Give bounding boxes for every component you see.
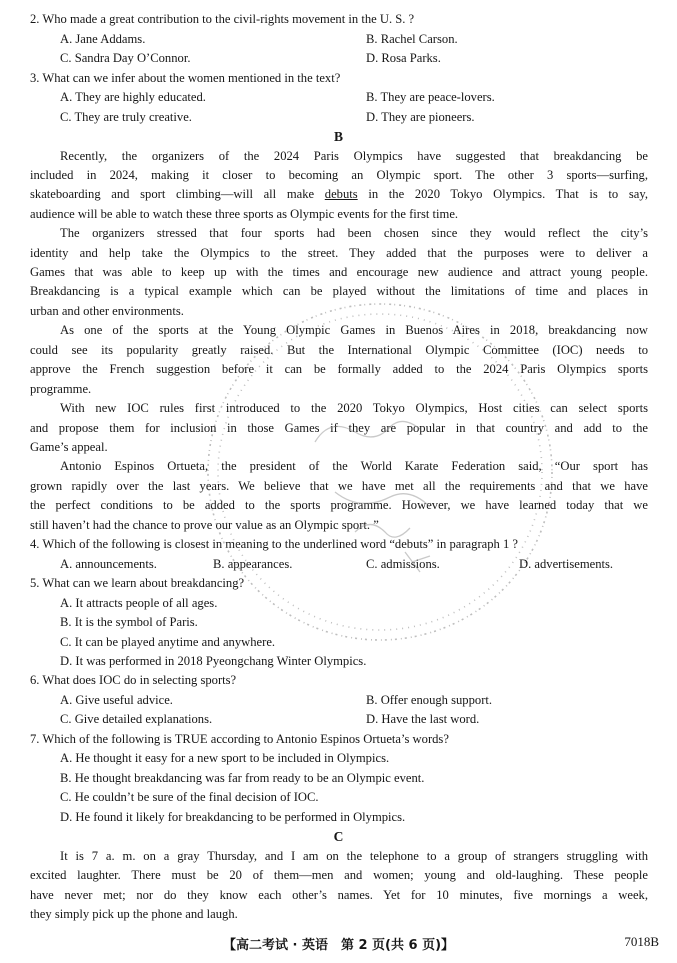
q6-option-c: C. Give detailed explanations.: [60, 712, 213, 726]
q5-option-c: C. It can be played anytime and anywhere.: [60, 635, 276, 649]
underlined-word-debuts: debuts: [324, 187, 358, 201]
passage-c-line1: It is 7 a. m. on a gray Thursday, and I am on the telephone to a group of strangers struggling with: [60, 849, 648, 863]
q2-option-c: C. Sandra Day O’Connor.: [60, 51, 191, 65]
passage-b-p1-line1: Recently, the organizers of the 2024 Paris Olympics have suggested that breakdancing be: [60, 149, 648, 163]
passage-c-line2: excited laughter. There must be 20 of them—men and women; young and old-laughing. These people: [30, 868, 648, 882]
passage-b-p2-line5: urban and other environments.: [30, 304, 184, 318]
q6-option-d: D. Have the last word.: [366, 712, 480, 726]
q7-option-b: B. He thought breakdancing was far from ready to be an Olympic event.: [60, 771, 425, 785]
q5-option-d: D. It was performed in 2018 Pyeongchang Winter Olympics.: [60, 654, 367, 668]
page-footer: 【高二考试 · 英语 第 2 页(共 6 页)】: [222, 938, 455, 953]
question-7-stem: 7. Which of the following is TRUE according to Antonio Espinos Ortueta’s words?: [30, 732, 449, 746]
passage-c-line3: have never met; nor do they know each other’s names. Yet for 10 minutes, five mornings a week,: [30, 888, 648, 902]
question-4-stem: 4. Which of the following is closest in meaning to the underlined word “debuts” in paragraph 1 ?: [30, 537, 519, 551]
q7-option-d: D. He found it likely for breakdancing to be performed in Olympics.: [60, 810, 406, 824]
q3-option-b: B. They are peace-lovers.: [366, 90, 495, 104]
passage-b-p3-line2: could see its popularity greatly raised. But the International Olympic Committee (IOC) needs to: [30, 343, 648, 357]
passage-b-p2-line4: Breakdancing is a typical example which can be played without the limitations of time and places in: [30, 284, 648, 298]
passage-b-p3-line1: As one of the sports at the Young Olympic Games in Buenos Aires in 2018, breakdancing now: [60, 323, 648, 337]
passage-b-p2-line1: The organizers stressed that four sports had been chosen since they would reflect the city’s: [60, 226, 648, 240]
section-c-heading: C: [333, 829, 344, 844]
passage-c-line4: they simply pick up the phone and laugh.: [30, 907, 238, 921]
section-b-heading: B: [333, 129, 343, 144]
q7-option-c: C. He couldn’t be sure of the final decision of IOC.: [60, 790, 319, 804]
passage-b-p4-line3: Game’s appeal.: [30, 440, 108, 454]
passage-b-p5-line4: still haven’t had the chance to prove our value as an Olympic sport. ”: [30, 518, 379, 532]
passage-b-p4-line1: With new IOC rules first introduced to the 2020 Tokyo Olympics, Host cities can select sports: [60, 401, 648, 415]
q2-option-a: A. Jane Addams.: [60, 32, 146, 46]
passage-b-p3-line3: approve the French suggestion before it can be formally added to the 2024 Paris Olympics sports: [30, 362, 648, 376]
q3-option-d: D. They are pioneers.: [366, 110, 475, 124]
question-3-stem: 3. What can we infer about the women mentioned in the text?: [30, 71, 341, 85]
q4-option-b: B. appearances.: [213, 557, 293, 571]
q6-option-b: B. Offer enough support.: [366, 693, 493, 707]
passage-b-p4-line2: and propose them for inclusion in those Games if they are popular in that country and add to the: [30, 421, 648, 435]
passage-b-p5-line3: the perfect conditions to be added to the sports programme. However, we have learned today that we: [30, 498, 648, 512]
q6-option-a: A. Give useful advice.: [60, 693, 173, 707]
q7-option-a: A. He thought it easy for a new sport to be included in Olympics.: [60, 751, 390, 765]
q4-option-d: D. advertisements.: [519, 557, 614, 571]
q2-option-d: D. Rosa Parks.: [366, 51, 441, 65]
question-6-stem: 6. What does IOC do in selecting sports?: [30, 673, 237, 687]
q4-option-c: C. admissions.: [366, 557, 440, 571]
question-5-stem: 5. What can we learn about breakdancing?: [30, 576, 245, 590]
paper-code: 7018B: [624, 934, 659, 949]
q3-option-a: A. They are highly educated.: [60, 90, 206, 104]
passage-b-p2-line2: identity and help take the Olympics to the street. They added that the purposes were to deliver a: [30, 246, 648, 260]
q2-option-b: B. Rachel Carson.: [366, 32, 458, 46]
q5-option-b: B. It is the symbol of Paris.: [60, 615, 198, 629]
q3-option-c: C. They are truly creative.: [60, 110, 192, 124]
passage-b-p2-line3: Games that was able to keep up with the times and encourage new audience and attract young people.: [30, 265, 648, 279]
q4-option-a: A. announcements.: [60, 557, 157, 571]
passage-b-p3-line4: programme.: [30, 382, 92, 396]
passage-b-p5-line2: grown rapidly over the last years. We believe that we have met all the requirements and that we have: [30, 479, 648, 493]
passage-b-p5-line1: Antonio Espinos Ortueta, the president of the World Karate Federation said, “Our sport has: [60, 459, 648, 473]
passage-b-p1-line4: audience will be able to watch these three sports as Olympic events for the first time.: [30, 207, 459, 221]
q5-option-a: A. It attracts people of all ages.: [60, 596, 218, 610]
passage-b-p1-line2: included in 2024, making it closer to becoming an Olympic sport. The other 3 sports—surfing,: [30, 168, 648, 182]
passage-b-p1-line3: skateboarding and sport climbing—will all make debuts in the 2020 Tokyo Olympics. That is to say,: [30, 187, 649, 201]
question-2-stem: 2. Who made a great contribution to the civil-rights movement in the U. S. ?: [30, 12, 415, 26]
